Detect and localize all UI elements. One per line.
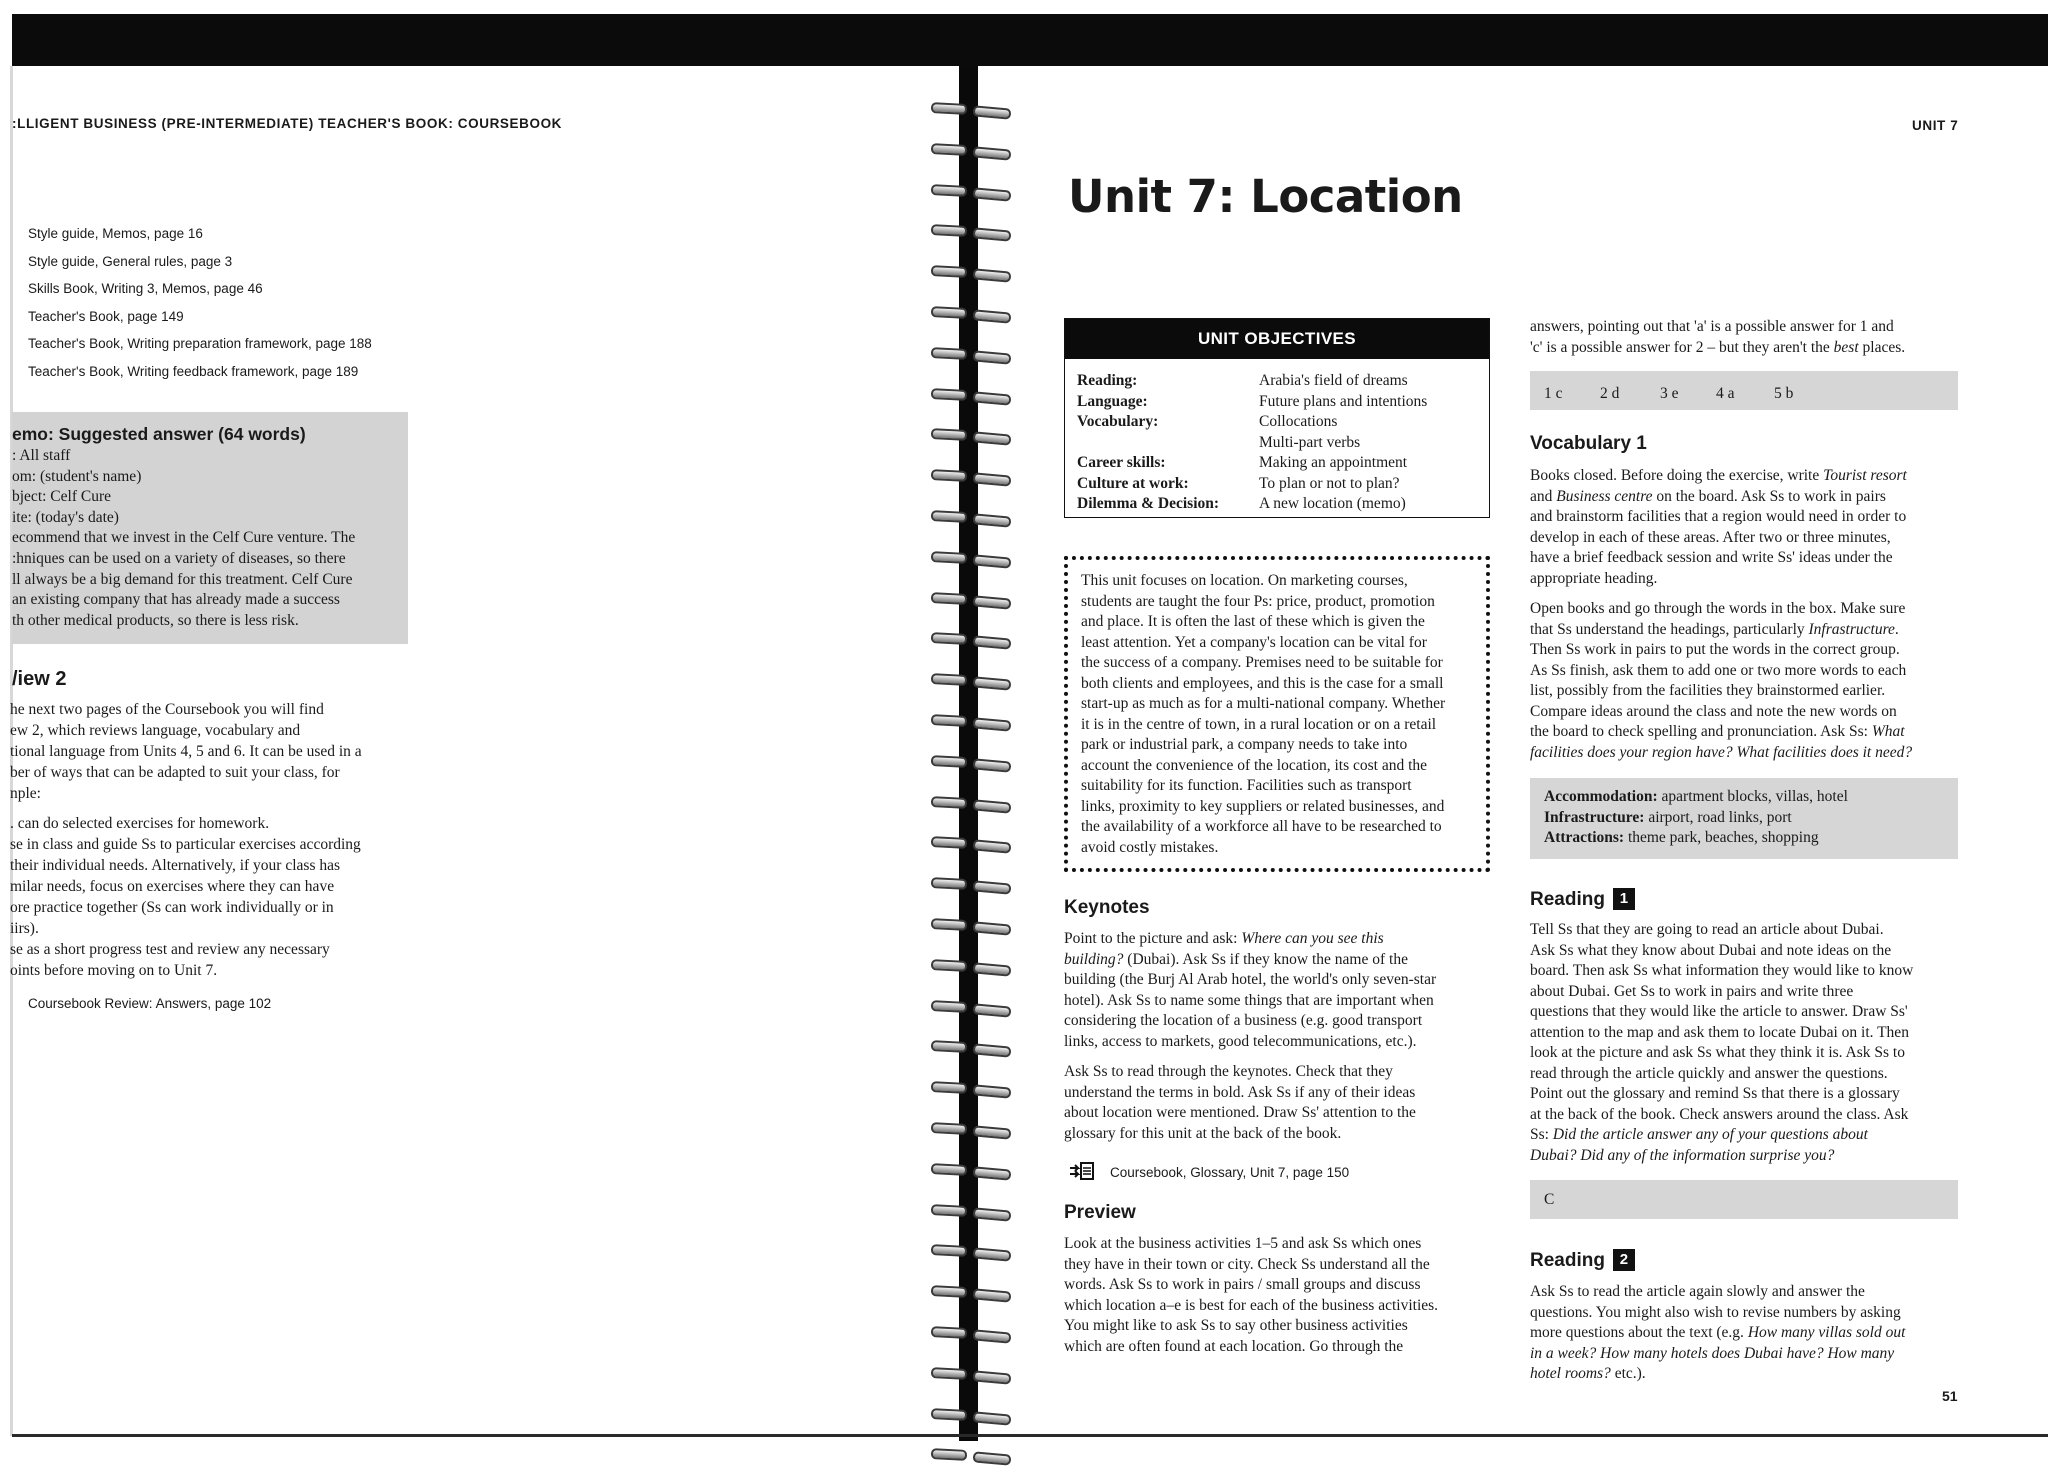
text-run: 'c' is a possible answer for 2 – but they aren't the (1530, 338, 1834, 356)
binding-coil (931, 1408, 968, 1421)
binding-coil (931, 959, 968, 972)
intro-line: the availability of a workforce all have to be researched to (1081, 818, 1442, 835)
binding-coil (931, 184, 968, 197)
coursebook-reference-icon (1069, 1160, 1095, 1182)
binding-coil (931, 265, 968, 278)
binding-coil (973, 1329, 1012, 1343)
memo-line: an existing company that has already made a success (12, 591, 340, 609)
review-bullet-line: iirs). (10, 920, 39, 937)
binding-coil (931, 1367, 968, 1380)
text-run: Point to the picture and ask: (1064, 930, 1242, 947)
binding-coil (931, 224, 968, 237)
text-run: Business centre (1556, 487, 1653, 505)
review-line: ber of ways that can be adapted to suit your class, for (10, 764, 340, 781)
unit-objectives-box (1064, 318, 1490, 518)
objectives-heading: UNIT OBJECTIVES (1065, 319, 1489, 359)
binding-coil (973, 473, 1012, 487)
reading-line: look at the picture and ask Ss what they think it is. Ask Ss to (1530, 1044, 1905, 1061)
reading-answer-box (1530, 1180, 1958, 1219)
objective-label: Vocabulary: (1077, 413, 1159, 430)
binding-coil (973, 1166, 1012, 1180)
reading-line: Tell Ss that they are going to read an article about Dubai. (1530, 921, 1884, 938)
text-run: best (1833, 338, 1859, 356)
binding-coil (973, 554, 1012, 568)
text-run: on the board. Ask Ss to work in pairs (1652, 487, 1886, 505)
preview-line: which location a–e is best for each of the business activities. (1064, 1296, 1439, 1314)
binding-coil (973, 799, 1012, 813)
memo-line: om: (student's name) (12, 467, 142, 485)
preview-line: they have in their town or city. Check Ss understand all the (1064, 1255, 1430, 1273)
reading-1-heading: Reading (1530, 889, 1605, 910)
intro-line: and place. It is often the last of these which is given the (1081, 613, 1425, 630)
review-line: nple: (10, 785, 41, 802)
binding-coil (931, 918, 968, 931)
reading-line: attention to the map and ask them to locate Dubai on it. Then (1530, 1023, 1909, 1041)
keynotes-heading: Keynotes (1064, 897, 1150, 918)
binding-coil (931, 1204, 968, 1217)
binding-coil (973, 677, 1012, 691)
reference-item: Skills Book, Writing 3, Memos, page 46 (28, 281, 263, 297)
text-run: How many villas sold out (1747, 1324, 1906, 1341)
binding-coil (931, 1040, 968, 1053)
reading-line: Ask Ss to read the article again slowly and answer the (1530, 1283, 1865, 1300)
answer-item: 4 a (1716, 385, 1735, 402)
objective-value: A new location (memo) (1259, 495, 1406, 512)
binding-coil (973, 1248, 1012, 1262)
objective-label: Culture at work: (1077, 474, 1189, 492)
glossary-reference: Coursebook, Glossary, Unit 7, page 150 (1110, 1165, 1350, 1180)
reading-line: board. Then ask Ss what information they would like to know (1530, 962, 1914, 979)
keynotes-line: considering the location of a business (e.g. good transport (1064, 1012, 1423, 1029)
review-line: ew 2, which reviews language, vocabulary and (10, 722, 301, 739)
text-run: hotel rooms? (1530, 1365, 1611, 1382)
vocabulary-line: appropriate heading. (1530, 569, 1658, 587)
preview-heading: Preview (1064, 1202, 1136, 1223)
objective-value: Future plans and intentions (1259, 392, 1428, 410)
binding-coil (973, 1452, 1012, 1466)
answer-value: airport, road links, port (1644, 808, 1792, 826)
right-running-head: UNIT 7 (1912, 118, 1959, 133)
vocabulary-answer-box (1530, 778, 1958, 859)
page-title: Unit 7: Location (1068, 170, 1463, 223)
binding-coil (931, 836, 968, 849)
review-line: tional language from Units 4, 5 and 6. It can be used in a (10, 743, 362, 760)
intro-line: the success of a company. Premises need to be suitable for (1081, 654, 1443, 671)
intro-line: it is in the centre of town, in a rural location or on a retail (1081, 715, 1437, 733)
vocabulary-line: Then Ss work in pairs to put the words in the correct group. (1530, 641, 1900, 658)
top-black-band (12, 14, 2048, 66)
answer-value: apartment blocks, villas, hotel (1657, 788, 1848, 805)
binding-coil (973, 1370, 1012, 1384)
review-bullet-line: their individual needs. Alternatively, if your class has (10, 857, 341, 874)
intro-line: account the convenience of the location, its cost and the (1081, 756, 1428, 774)
bottom-rule (12, 1434, 2048, 1437)
preview-line: which are often found at each location. Go through the (1064, 1337, 1404, 1355)
text-run: the board to check spelling and pronunciation. Ask Ss: (1530, 723, 1872, 740)
binding-coil (931, 592, 968, 605)
intro-line: least attention. Yet a company's location can be vital for (1081, 633, 1427, 651)
keynotes-line: about location were mentioned. Draw Ss' attention to the (1064, 1104, 1416, 1121)
text-run: building? (1064, 950, 1124, 968)
vocabulary-line: Open books and go through the words in the box. Make sure (1530, 600, 1906, 617)
objective-label: Reading: (1077, 372, 1138, 389)
intro-line: students are taught the four Ps: price, product, promotion (1081, 592, 1435, 610)
review-bullet-line: se in class and guide Ss to particular exercises according (10, 836, 361, 853)
reading-line: questions. You might also wish to revise numbers by asking (1530, 1303, 1901, 1321)
binding-coil (973, 105, 1012, 119)
reading-number-badge: 2 (1613, 1249, 1635, 1271)
reading-line: Ask Ss what they know about Dubai and note ideas on the (1530, 941, 1892, 959)
binding-coil (973, 146, 1012, 160)
vocabulary-line: list, possibly from the facilities they brainstormed earlier. (1530, 682, 1886, 699)
binding-coil (931, 755, 968, 768)
binding-coil (973, 391, 1012, 405)
objective-label: Career skills: (1077, 454, 1166, 471)
memo-line: :hniques can be used on a variety of diseases, so there (12, 549, 346, 567)
binding-coil (931, 306, 968, 319)
binding-coil (973, 269, 1012, 283)
binding-coil (931, 143, 968, 156)
binding-coil (973, 758, 1012, 772)
binding-coil (973, 717, 1012, 731)
binding-coil (931, 1244, 968, 1257)
keynotes-line: hotel). Ask Ss to name some things that are important when (1064, 991, 1434, 1009)
binding-coil (931, 714, 968, 727)
binding-coil (973, 309, 1012, 323)
binding-coil (931, 469, 968, 482)
answer-item: 3 e (1660, 385, 1679, 402)
review-reference: Coursebook Review: Answers, page 102 (28, 996, 272, 1011)
binding-coil (973, 636, 1012, 650)
binding-coil (931, 347, 968, 360)
answer-item: 5 b (1774, 385, 1794, 402)
answer-label: Infrastructure: (1544, 808, 1645, 826)
binding-coil (973, 881, 1012, 895)
binding-coil (931, 551, 968, 564)
vocabulary-line: develop in each of these areas. After two or three minutes, (1530, 528, 1891, 546)
binding-coil (973, 1085, 1012, 1099)
binding-coil (931, 1163, 968, 1176)
memo-line: : All staff (12, 447, 71, 464)
reading-line: in a week? How many hotels does Dubai have? How many (1530, 1344, 1895, 1362)
binding-coil (931, 632, 968, 645)
objective-value: Making an appointment (1259, 454, 1408, 471)
review-bullet-line: se as a short progress test and review any necessary (10, 941, 330, 958)
reading-line: at the back of the book. Check answers around the class. Ask (1530, 1105, 1909, 1123)
binding-coil (931, 388, 968, 401)
text-run: more questions about the text (e.g. (1530, 1324, 1748, 1341)
binding-coil (973, 432, 1012, 446)
intro-line: start-up as much as for a multi-national company. Whether (1081, 695, 1446, 712)
memo-title: emo: Suggested answer (64 words) (12, 424, 306, 444)
binding-coil (931, 1081, 968, 1094)
keynotes-line: Ask Ss to read through the keynotes. Check that they (1064, 1063, 1393, 1080)
preview-answer-box (1530, 371, 1958, 410)
answer-label: Accommodation: (1544, 788, 1658, 805)
answer-label: Attractions: (1544, 829, 1625, 846)
text-run: Did the article answer any of your questions about (1552, 1126, 1868, 1143)
preview-line: You might like to ask Ss to say other business activities (1064, 1317, 1408, 1334)
text-run: Tourist resort (1823, 467, 1907, 484)
memo-line: ecommend that we invest in the Celf Cure venture. The (12, 529, 356, 547)
binding-coil (973, 1289, 1012, 1303)
answer-item: 2 d (1600, 385, 1620, 402)
review-bullet-line: . can do selected exercises for homework. (10, 815, 270, 832)
objective-label: Language: (1077, 392, 1148, 410)
reading-line: Dubai? Did any of the information surprise you? (1530, 1146, 1835, 1164)
binding-coil (931, 1448, 968, 1461)
text-run: Ss: (1530, 1126, 1553, 1143)
answer-item: C (1544, 1191, 1555, 1208)
reference-item: Style guide, General rules, page 3 (28, 253, 233, 269)
binding-coil (931, 1000, 968, 1013)
binding-coil (973, 228, 1012, 242)
intro-line: links, proximity to key suppliers or related businesses, and (1081, 797, 1445, 815)
binding-coil (973, 962, 1012, 976)
text-run: Books closed. Before doing the exercise, write (1530, 467, 1824, 484)
binding-coil (931, 1326, 968, 1339)
text-run: that Ss understand the headings, particularly (1530, 620, 1809, 638)
preview-line: words. Ask Ss to work in pairs / small groups and discuss (1064, 1276, 1421, 1293)
preview-line: Look at the business activities 1–5 and ask Ss which ones (1064, 1235, 1422, 1252)
text-run: Infrastructure (1808, 620, 1895, 638)
intro-line: suitability for its function. Facilities such as transport (1081, 777, 1412, 794)
intro-line: This unit focuses on location. On marketing courses, (1081, 572, 1408, 589)
preview-continued-line: answers, pointing out that 'a' is a possible answer for 1 and (1530, 318, 1894, 335)
binding-coil (973, 840, 1012, 854)
binding-coil (973, 1044, 1012, 1058)
answer-value: theme park, beaches, shopping (1624, 829, 1819, 846)
page-number: 51 (1942, 1388, 1958, 1404)
text-run: places. (1858, 338, 1906, 356)
text-run: etc.). (1610, 1365, 1646, 1382)
left-running-head: :LLIGENT BUSINESS (PRE-INTERMEDIATE) TEACHER'S BOOK: COURSEBOOK (12, 116, 563, 131)
objective-value: Multi-part verbs (1259, 433, 1361, 451)
text-run: What (1871, 723, 1905, 740)
binding-coil (931, 102, 968, 115)
binding-coil (931, 796, 968, 809)
binding-coil (973, 1125, 1012, 1139)
reading-line: about Dubai. Get Ss to work in pairs and write three (1530, 982, 1854, 1000)
objective-value: Collocations (1259, 413, 1338, 430)
objective-value: To plan or not to plan? (1259, 474, 1400, 492)
text-run: and (1530, 487, 1557, 505)
binding-coil (931, 1122, 968, 1135)
keynotes-line: building (the Burj Al Arab hotel, the world's only seven-star (1064, 971, 1437, 988)
binding-coil (973, 1411, 1012, 1425)
intro-line: avoid costly mistakes. (1081, 838, 1219, 856)
keynotes-line: glossary for this unit at the back of the book. (1064, 1124, 1342, 1142)
reference-item: Teacher's Book, page 149 (28, 308, 184, 324)
reference-item: Teacher's Book, Writing feedback framework, page 189 (28, 363, 359, 379)
reading-number-badge: 1 (1613, 888, 1635, 910)
reading-line: Point out the glossary and remind Ss that there is a glossary (1530, 1085, 1900, 1102)
intro-line: park or industrial park, a company needs to take into (1081, 736, 1408, 753)
memo-line: ite: (today's date) (12, 508, 119, 526)
memo-line: ll always be a big demand for this treatment. Celf Cure (12, 570, 353, 588)
vocabulary-line: have a brief feedback session and write Ss' ideas under the (1530, 549, 1893, 566)
binding-coil (973, 513, 1012, 527)
binding-coil (973, 1003, 1012, 1017)
binding-coil (973, 1207, 1012, 1221)
keynotes-line: understand the terms in bold. Ask Ss if any of their ideas (1064, 1083, 1416, 1101)
vocabulary-heading: Vocabulary 1 (1530, 433, 1647, 454)
binding-coil (931, 673, 968, 686)
vocabulary-line: facilities does your region have? What facilities does it need? (1530, 743, 1913, 761)
binding-coil (973, 350, 1012, 364)
review-line: he next two pages of the Coursebook you will find (10, 701, 324, 718)
reference-item: Teacher's Book, Writing preparation framework, page 188 (28, 336, 372, 352)
reference-list (28, 220, 372, 386)
keynotes-line: links, access to markets, good telecommunications, etc.). (1064, 1032, 1417, 1050)
objective-label: Dilemma & Decision: (1077, 495, 1220, 512)
reference-item: Style guide, Memos, page 16 (28, 226, 203, 241)
vocabulary-line: Compare ideas around the class and note the new words on (1530, 702, 1897, 720)
review-heading: /iew 2 (12, 668, 67, 690)
reading-2-heading: Reading (1530, 1250, 1605, 1271)
text-run: . (1894, 620, 1899, 638)
binding-coil (931, 428, 968, 441)
binding-coil (973, 187, 1012, 201)
reading-line: read through the article quickly and answer the questions. (1530, 1064, 1888, 1082)
review-bullet-line: milar needs, focus on exercises where they can have (10, 878, 335, 895)
reading-line: questions that they would like the article to answer. Draw Ss' (1530, 1003, 1908, 1020)
vocabulary-line: and brainstorm facilities that a region would need in order to (1530, 508, 1907, 525)
binding-coil (931, 510, 968, 523)
text-run: Where can you see this (1241, 930, 1384, 947)
memo-line: th other medical products, so there is less risk. (12, 611, 299, 629)
binding-coil (973, 595, 1012, 609)
objective-value: Arabia's field of dreams (1259, 372, 1408, 389)
binding-coil (931, 877, 968, 890)
intro-line: both clients and employees, and this is the case for a small (1081, 674, 1444, 692)
text-run: (Dubai). Ask Ss if they know the name of the (1123, 950, 1408, 968)
answer-item: 1 c (1544, 385, 1563, 402)
binding-coil (931, 1285, 968, 1298)
review-bullet-line: oints before moving on to Unit 7. (10, 962, 218, 979)
memo-answer-box (12, 412, 408, 644)
memo-line: bject: Celf Cure (12, 488, 111, 506)
vocabulary-line: As Ss finish, ask them to add one or two more words to each (1530, 661, 1907, 679)
binding-coil (973, 921, 1012, 935)
review-bullet-line: ore practice together (Ss can work individually or in (10, 899, 334, 916)
